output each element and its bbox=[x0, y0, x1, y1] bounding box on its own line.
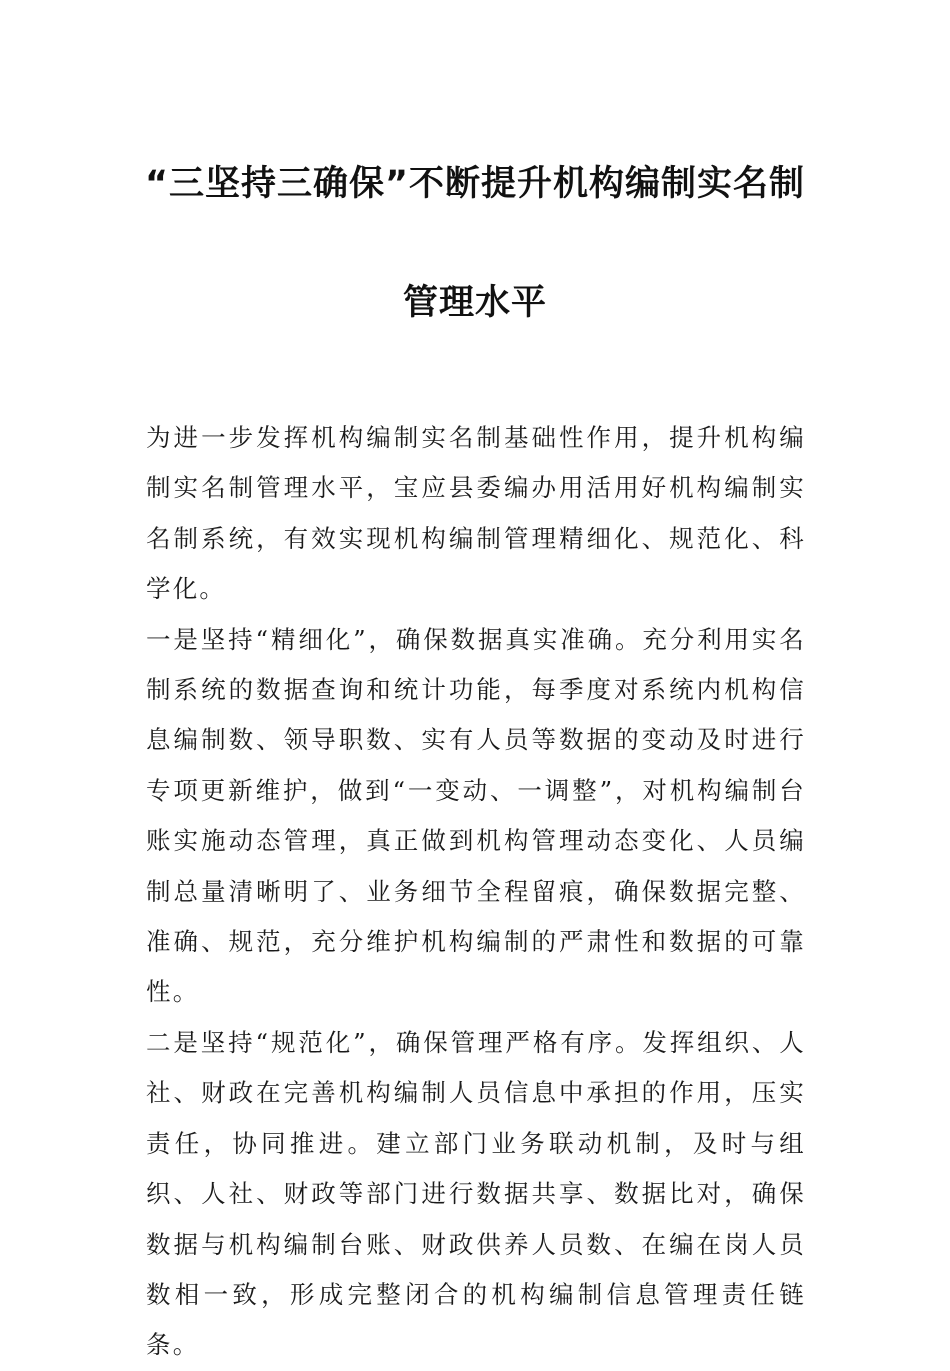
document-title-line-2: 管理水平 bbox=[402, 283, 547, 323]
document-title-line-1: “三坚持三确保”不断提升机构编制实名制 bbox=[144, 164, 805, 204]
point-two-paragraph: 二是坚持“规范化”，确保管理严格有序。发挥组织、人社、财政在完善机构编制人员信息中承担的作用，压实责任，协同推进。建立部门业务联动机制，及时与组织、人社、财政等部门进行数据共享、数据比对，确保数据与机构编制台账、财政供养人员数、在编在岗人员数相一致，形成完整闭合的机构编制信息管理责任链条。 bbox=[146, 1027, 806, 1360]
point-one-paragraph: 一是坚持“精细化”，确保数据真实准确。充分利用实名制系统的数据查询和统计功能，每季度对系统内机构信息编制数、领导职数、实有人员等数据的变动及时进行专项更新维护，做到“一变动、一调整”，对机构编制台账实施动态管理，真正做到机构管理动态变化、人员编制总量清晰明了、业务细节全程留痕，确保数据完整、准确、规范，充分维护机构编制的严肃性和数据的可靠性。 bbox=[146, 624, 806, 1007]
document-body bbox=[146, 413, 806, 1371]
intro-paragraph: 为进一步发挥机构编制实名制基础性作用，提升机构编制实名制管理水平，宝应县委编办用活用好机构编制实名制系统，有效实现机构编制管理精细化、规范化、科学化。 bbox=[146, 423, 806, 604]
